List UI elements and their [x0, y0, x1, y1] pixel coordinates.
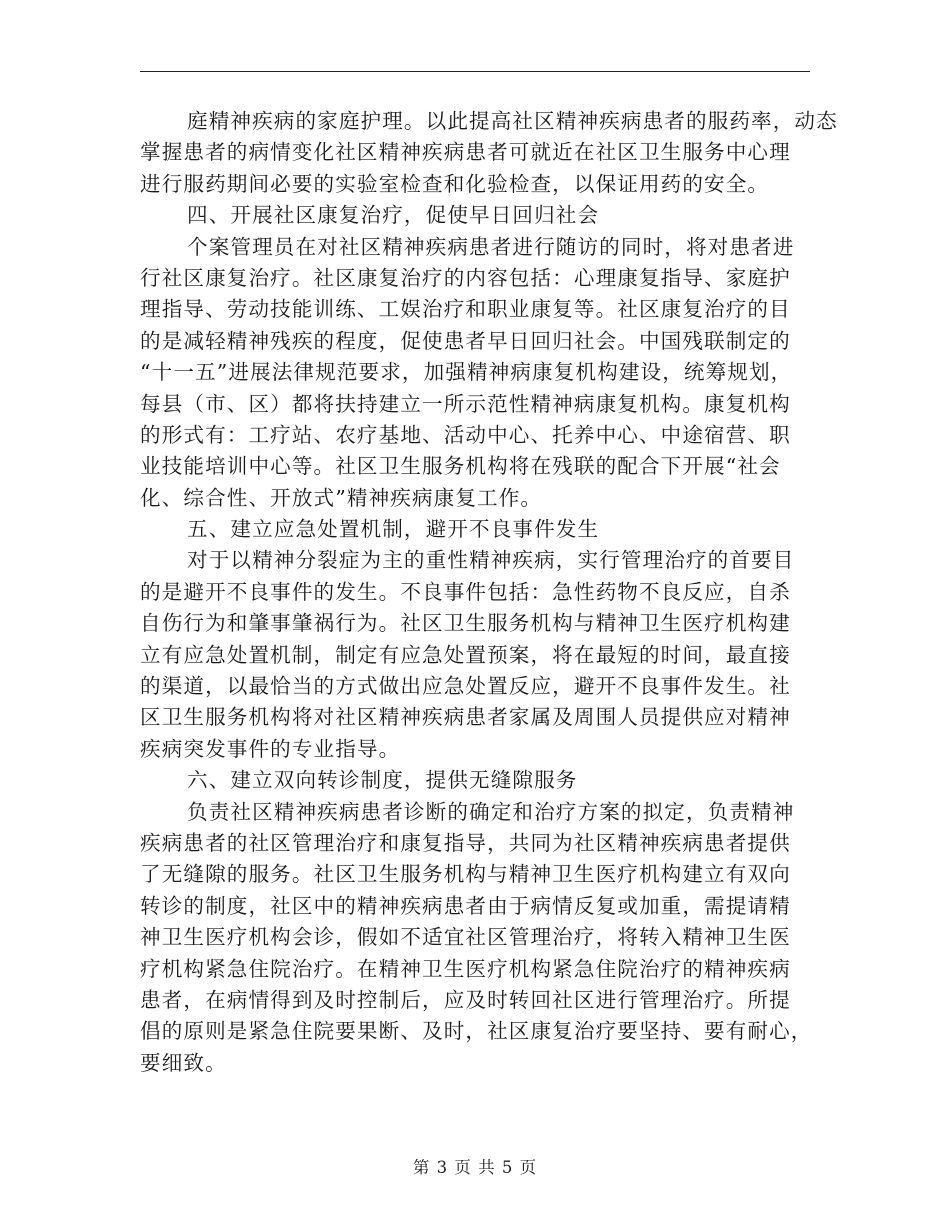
text-line: 疾病患者的社区管理治疗和康复指导，共同为社区精神疾病患者提供 — [140, 830, 791, 855]
text-line: 自伤行为和肇事肇祸行为。社区卫生服务机构与精神卫生医疗机构建 — [140, 611, 791, 636]
paragraph — [140, 106, 838, 200]
text-line: 疗机构紧急住院治疗。在精神卫生医疗机构紧急住院治疗的精神疾病 — [140, 956, 791, 981]
text-line: 要细致。 — [140, 1050, 227, 1075]
text-line: “十一五”进展法律规范要求，加强精神病康复机构建设，统筹规划， — [140, 360, 793, 385]
text-line: 进行服药期间必要的实验室检查和化验检查，以保证用药的安全。 — [140, 171, 770, 196]
text-line: 行社区康复治疗。社区康复治疗的内容包括：心理康复指导、家庭护 — [140, 265, 791, 290]
section-heading — [140, 200, 810, 231]
text-line: 的形式有：工疗站、农疗基地、活动中心、托养中心、中途宿营、职 — [140, 422, 791, 447]
text-line: 负责社区精神疾病患者诊断的确定和治疗方案的拟定，负责精神 — [187, 799, 795, 824]
text-line: 的是避开不良事件的发生。不良事件包括：急性药物不良反应，自杀 — [140, 579, 791, 604]
text-line: 疾病突发事件的专业指导。 — [140, 736, 401, 761]
heading-line: 五、建立应急处置机制，避开不良事件发生 — [187, 517, 600, 542]
heading-line: 四、开展社区康复治疗，促使早日回归社会 — [187, 203, 600, 228]
text-line: 神卫生医疗机构会诊，假如不适宜社区管理治疗，将转入精神卫生医 — [140, 925, 791, 950]
text-line: 掌握患者的病情变化社区精神疾病患者可就近在社区卫生服务中心理 — [140, 140, 791, 165]
text-line: 对于以精神分裂症为主的重性精神疾病，实行管理治疗的首要目 — [187, 548, 795, 573]
text-line: 理指导、劳动技能训练、工娱治疗和职业康复等。社区康复治疗的目 — [140, 297, 791, 322]
header-rule — [140, 71, 810, 72]
paragraph — [140, 545, 810, 765]
section-heading — [140, 514, 810, 545]
text-line: 的渠道，以最恰当的方式做出应急处置反应，避开不良事件发生。社 — [140, 674, 791, 699]
heading-line: 六、建立双向转诊制度，提供无缝隙服务 — [187, 768, 578, 793]
text-line: 庭精神疾病的家庭护理。以此提高社区精神疾病患者的服药率，动态 — [187, 109, 838, 133]
text-line: 业技能培训中心等。社区卫生服务机构将在残联的配合下开展“社会 — [140, 454, 781, 479]
text-line: 每县（市、区）都将扶持建立一所示范性精神病康复机构。康复机构 — [140, 391, 791, 416]
paragraph — [140, 797, 813, 1080]
document-body — [140, 106, 838, 1079]
text-line: 倡的原则是紧急住院要果断、及时，社区康复治疗要坚持、要有耐心， — [140, 1019, 813, 1044]
section-heading — [140, 765, 810, 796]
text-line: 患者，在病情得到及时控制后，应及时转回社区进行管理治疗。所提 — [140, 987, 791, 1012]
paragraph — [140, 232, 810, 515]
text-line: 立有应急处置机制，制定有应急处置预案，将在最短的时间，最直接 — [140, 642, 791, 667]
text-line: 化、综合性、开放式”精神疾病康复工作。 — [140, 485, 543, 510]
page-footer: 第 3 页 共 5 页 — [412, 1158, 538, 1177]
text-line: 的是减轻精神残疾的程度，促使患者早日回归社会。中国残联制定的 — [140, 328, 791, 353]
text-line: 了无缝隙的服务。社区卫生服务机构与精神卫生医疗机构建立有双向 — [140, 862, 791, 887]
text-line: 区卫生服务机构将对社区精神疾病患者家属及周围人员提供应对精神 — [140, 705, 791, 730]
text-line: 转诊的制度，社区中的精神疾病患者由于病情反复或加重，需提请精 — [140, 893, 791, 918]
text-line: 个案管理员在对社区精神疾病患者进行随访的同时，将对患者进 — [187, 234, 795, 259]
